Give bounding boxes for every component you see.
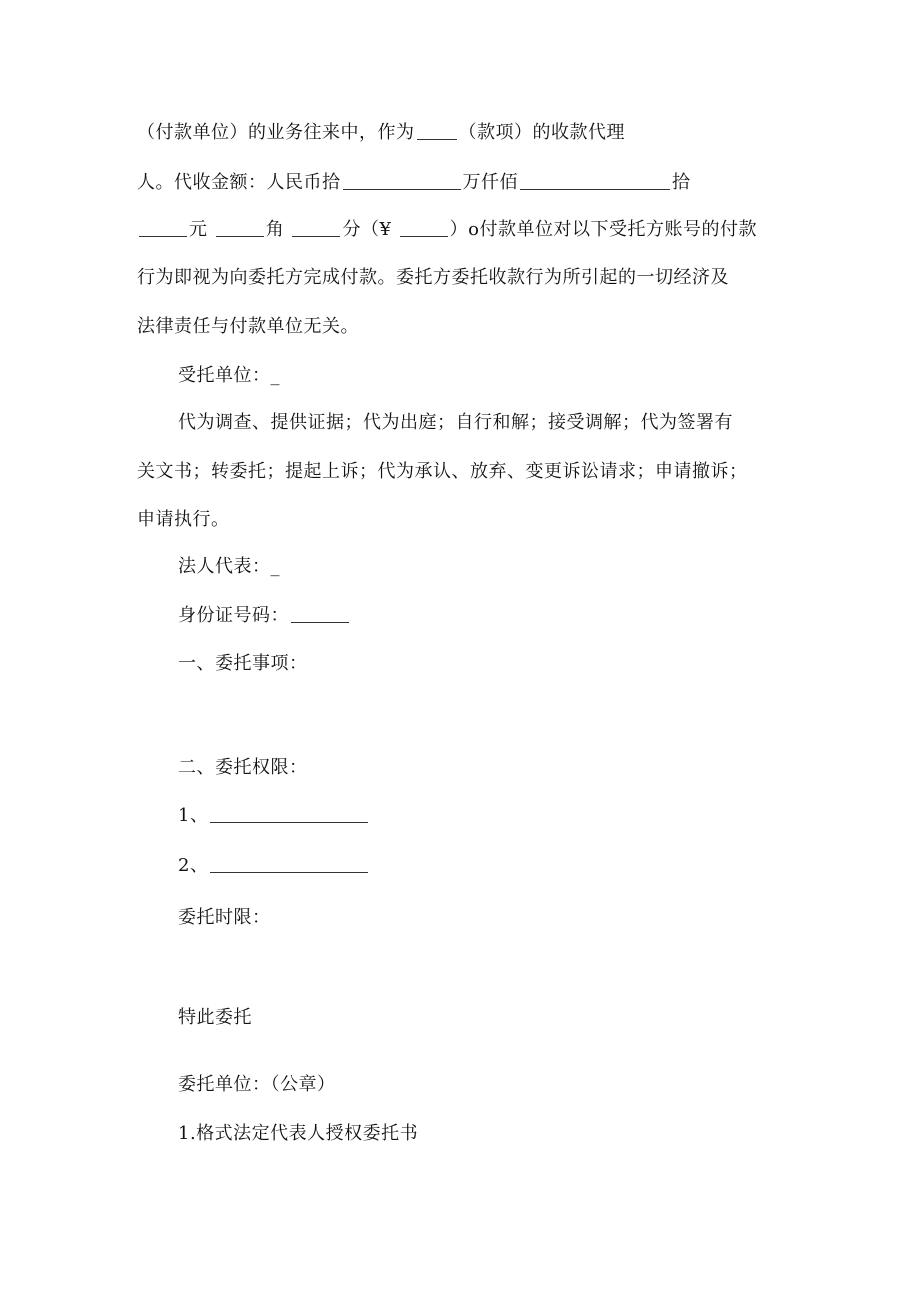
text-yuan: 元 (189, 219, 208, 240)
item-number-1: 1、 (178, 805, 209, 826)
item-number-2: 2、 (178, 855, 209, 876)
paragraph-line-1 (137, 120, 625, 146)
blank-field-yen-amount (400, 218, 448, 237)
text-payment-clause: ）o付款单位对以下受托方账号的付款 (449, 219, 757, 240)
powers-line-3: 申请执行。 (137, 509, 230, 530)
text-payer-relation: （付款单位）的业务往来中，作为 (137, 122, 415, 143)
blank-field-item-2 (210, 854, 368, 873)
text-payment-agent: （款项）的收款代理 (458, 122, 625, 143)
text-tens: 拾 (672, 172, 691, 193)
trustee-unit: 受托单位：_ (178, 365, 280, 386)
paragraph-line-3 (137, 217, 757, 243)
id-number-line (178, 603, 351, 629)
blank-field-ten-thousands (343, 171, 461, 190)
powers-line-2: 关文书；转委托；提起上诉；代为承认、放弃、变更诉讼请求；申请撤诉； (137, 461, 748, 482)
paragraph-line-5: 法律责任与付款单位无关。 (137, 316, 359, 337)
blank-field-fen (292, 218, 340, 237)
text-jiao: 角 (265, 219, 285, 240)
section-entrusted-authority: 二、委托权限： (178, 757, 308, 778)
authority-item-1 (178, 803, 370, 829)
powers-line-1: 代为调查、提供证据；代为出庭；自行和解；接受调解；代为签署有 (178, 412, 733, 433)
text-units: 万仟佰 (462, 172, 518, 193)
next-section-title: 1.格式法定代表人授权委托书 (178, 1123, 419, 1144)
entrusting-unit-seal: 委托单位：（公章） (178, 1074, 336, 1095)
legal-representative: 法人代表：_ (178, 556, 280, 577)
hereby-entrust: 特此委托 (178, 1007, 252, 1028)
section-entrusted-matters: 一、委托事项： (178, 653, 308, 674)
authority-item-2 (178, 853, 370, 879)
paragraph-line-2 (137, 170, 691, 196)
entrustment-term: 委托时限： (178, 907, 271, 928)
blank-field-hundreds (520, 171, 670, 190)
paragraph-line-4: 行为即视为向委托方完成付款。委托方委托收款行为所引起的一切经济及 (137, 267, 729, 288)
blank-field-id-number (291, 604, 349, 623)
text-amount-label: 人。代收金额：人民币拾 (137, 172, 341, 193)
blank-field-item (417, 121, 457, 140)
id-number-label: 身份证号码： (178, 605, 289, 626)
blank-field-item-1 (210, 804, 368, 823)
text-fen: 分（¥ (342, 219, 392, 240)
blank-field-yuan (139, 218, 187, 237)
blank-field-jiao (216, 218, 264, 237)
